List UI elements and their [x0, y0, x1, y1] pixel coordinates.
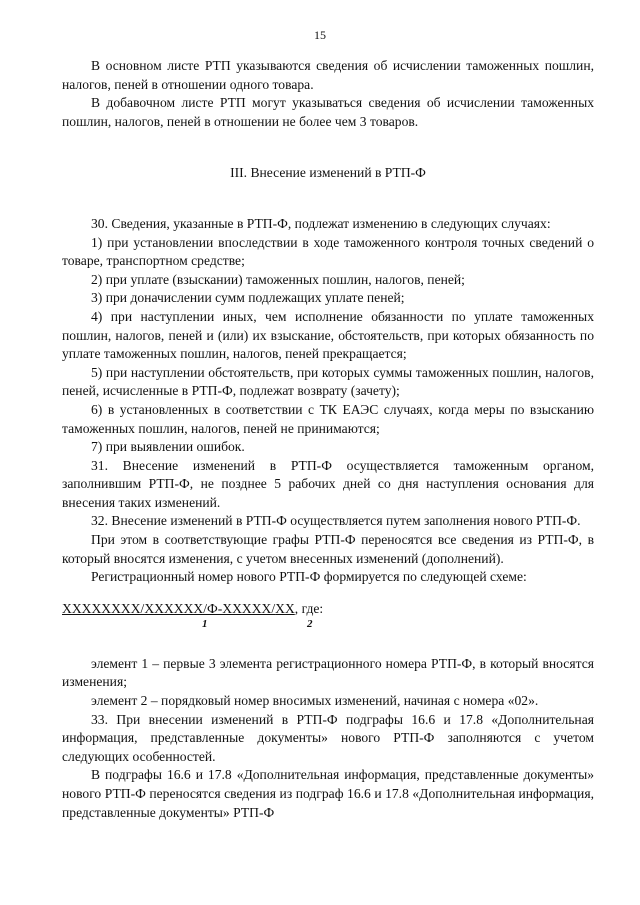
case-item-3: 3) при доначислении сумм подлежащих уплате пеней; — [91, 290, 405, 306]
intro-paragraph-1: В основном листе РТП указываются сведения об исчислении таможенных пошлин, налогов, пеней в отношении одного товара. — [62, 58, 594, 92]
paragraph-33-subgraphs: В подграфы 16.6 и 17.8 «Дополнительная информация, представленные документы» нового РТП-Ф переносятся сведения из подграф 16.6 и 17.8 «Дополнительная информация, представленные документы» РТП-Ф — [62, 767, 594, 820]
element-2-description: элемент 2 – порядковый номер вносимых изменений, начиная с номера «02». — [91, 693, 539, 709]
scheme-suffix: , где: — [294, 600, 324, 616]
case-item-6: 6) в установленных в соответствии с ТК ЕАЭС случаях, когда меры по взысканию таможенных пошлин, налогов, пеней не принимаются; — [62, 401, 594, 436]
paragraph-30: 30. Сведения, указанные в РТП-Ф, подлежат изменению в следующих случаях: — [91, 215, 551, 231]
intro-paragraph-2: В добавочном листе РТП могут указываться сведения об исчислении таможенных пошлин, налогов, пеней в отношении не более чем 3 товаров. — [62, 95, 594, 129]
case-item-5: 5) при наступлении обстоятельств, при которых суммы таможенных пошлин, налогов, пеней, исчисленные в РТП-Ф, подлежат возврату (зачету); — [62, 364, 594, 399]
scheme-element-2: XX — [275, 600, 295, 616]
case-item-7: 7) при выявлении ошибок. — [91, 439, 245, 455]
case-item-2: 2) при уплате (взыскании) таможенных пошлин, налогов, пеней; — [91, 271, 465, 287]
scheme-element-1: XXXXXXXX/XXXXXX/Ф-XXXXX/ — [62, 600, 276, 616]
page-number: 15 — [314, 28, 326, 42]
scheme-label-1: 1 — [202, 617, 208, 630]
registration-number-scheme — [62, 601, 594, 641]
scheme-line — [62, 601, 323, 617]
paragraph-31: 31. Внесение изменений в РТП-Ф осуществляется таможенным органом, заполнившим РТП-Ф, не позднее 5 рабочих дней со дня наступления основания для внесения таких изменений. — [62, 457, 594, 510]
paragraph-33: 33. При внесении изменений в РТП-Ф подграфы 16.6 и 17.8 «Дополнительная информация, представленные документы» нового РТП-Ф заполняются с учетом следующих особенностей. — [62, 711, 594, 764]
paragraph-32: 32. Внесение изменений в РТП-Ф осуществляется путем заполнения нового РТП-Ф. — [91, 513, 581, 529]
case-item-1: 1) при установлении впоследствии в ходе таможенного контроля точных сведений о товаре, транспортном средстве; — [62, 234, 594, 269]
paragraph-32-transfer: При этом в соответствующие графы РТП-Ф переносятся все сведения из РТП-Ф, в который вносятся изменения, с учетом внесенных изменений (дополнений). — [62, 532, 594, 566]
scheme-label-2: 2 — [307, 617, 313, 630]
element-1-description: элемент 1 – первые 3 элемента регистрационного номера РТП-Ф, в который вносятся изменения; — [62, 655, 594, 690]
document-body — [62, 57, 594, 822]
section-title: III. Внесение изменений в РТП-Ф — [230, 165, 426, 181]
case-item-4: 4) при наступлении иных, чем исполнение обязанности по уплате таможенных пошлин, налогов, пеней и (или) их взыскание, обстоятельств, при которых обязанность по уплате таможенных пошлин, налогов, пеней прекращается; — [62, 308, 594, 362]
paragraph-32-scheme-intro: Регистрационный номер нового РТП-Ф формируется по следующей схеме: — [91, 569, 527, 585]
